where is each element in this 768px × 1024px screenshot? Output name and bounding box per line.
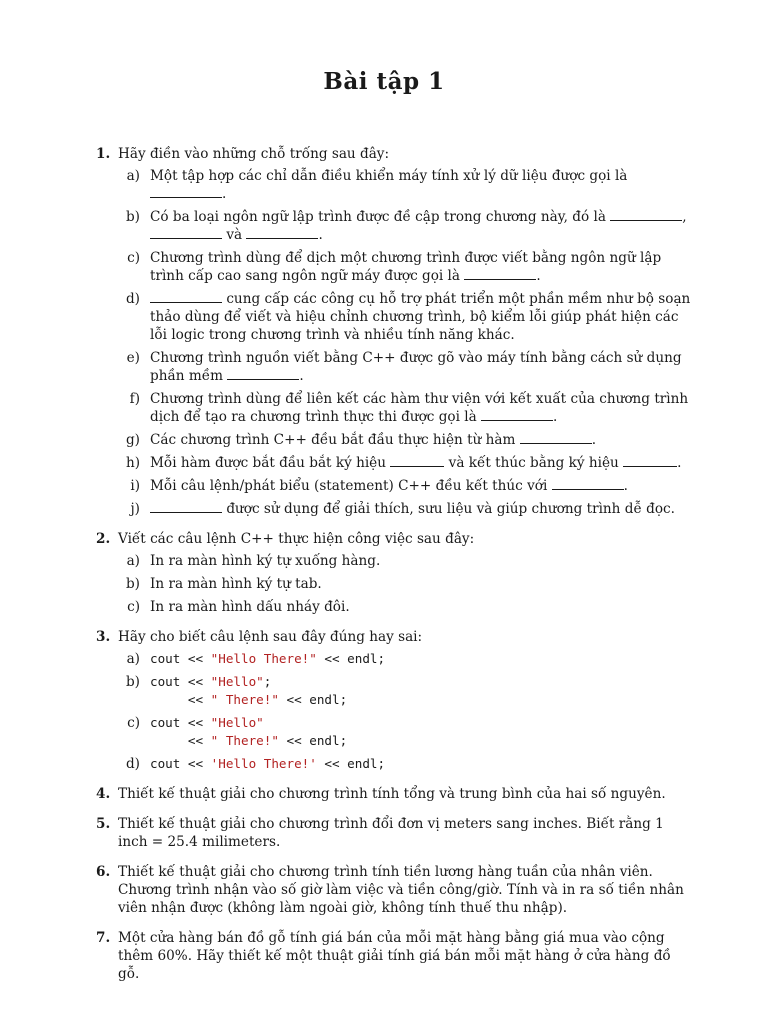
question-number: 5.	[96, 816, 111, 832]
sub-item-label: a)	[126, 168, 140, 184]
page-title: Bài tập 1	[323, 68, 445, 95]
fill-blank	[464, 267, 536, 280]
question-number: 2.	[96, 531, 111, 547]
code-text: <<	[150, 733, 211, 748]
code-text: cout <<	[150, 715, 211, 730]
sub-item-text: được sử dụng để giải thích, sưu liệu và giúp chương trình dễ đọc.	[222, 501, 675, 517]
sub-item-a	[118, 167, 696, 203]
sub-item-j	[118, 500, 696, 518]
code-string: 'Hello There!'	[210, 756, 317, 771]
sub-item-b	[118, 673, 696, 709]
question-number: 3.	[96, 629, 111, 645]
code-string: "Hello"	[210, 674, 264, 689]
question-7	[96, 929, 696, 983]
fill-blank	[150, 185, 222, 198]
question-text: Thiết kế thuật giải cho chương trình tính tiền lương hàng tuần của nhân viên. Chương trình nhận vào số giờ làm việc và tiền công/giờ. Tính và in ra số tiền nhân viên nhận được (không làm ngoài giờ, không tính thuế thu nhập).	[118, 864, 684, 916]
sub-item-d	[118, 290, 696, 344]
sub-item-label: b)	[125, 674, 140, 690]
code-string: " There!"	[210, 733, 279, 748]
question-number: 4.	[96, 786, 111, 802]
sub-item-label: a)	[126, 553, 140, 569]
sub-item-label: b)	[125, 576, 140, 592]
fill-blank	[227, 367, 299, 380]
sub-item-b	[118, 575, 696, 593]
sub-item-text: .	[222, 186, 227, 202]
code-line	[150, 732, 696, 750]
question-number: 7.	[96, 930, 111, 946]
sub-item-text: và kết thúc bằng ký hiệu	[444, 455, 624, 471]
sub-item-d	[118, 755, 696, 773]
code-text: <<	[150, 692, 211, 707]
sub-item-c	[118, 598, 696, 616]
sub-item-list	[118, 167, 696, 518]
sub-item-label: h)	[125, 455, 140, 471]
code-snippet	[150, 714, 696, 750]
sub-item-text: In ra màn hình dấu nháy đôi.	[150, 599, 350, 615]
sub-item-label: b)	[125, 209, 140, 225]
sub-item-label: c)	[127, 715, 140, 731]
sub-item-text: In ra màn hình ký tự xuống hàng.	[150, 553, 381, 569]
sub-item-label: i)	[130, 478, 140, 494]
code-text: cout <<	[150, 756, 211, 771]
sub-item-text: .	[677, 455, 682, 471]
sub-item-label: e)	[126, 350, 140, 366]
question-text: Thiết kế thuật giải cho chương trình tính tổng và trung bình của hai số nguyên.	[118, 786, 666, 802]
question-number: 6.	[96, 864, 111, 880]
code-snippet	[150, 651, 385, 666]
question-text: Viết các câu lệnh C++ thực hiện công việc sau đây:	[118, 531, 475, 547]
code-string: "Hello"	[210, 715, 264, 730]
fill-blank	[150, 500, 222, 513]
fill-blank	[390, 454, 444, 467]
question-text: Thiết kế thuật giải cho chương trình đổi đơn vị meters sang inches. Biết rằng 1 inch = 25.4 milimeters.	[118, 816, 664, 850]
sub-item-text: .	[299, 368, 304, 384]
sub-item-label: c)	[127, 599, 140, 615]
question-3	[96, 628, 696, 773]
code-text: << endl;	[316, 651, 386, 666]
code-text: << endl;	[316, 756, 386, 771]
sub-item-e	[118, 349, 696, 385]
sub-item-text: .	[591, 432, 597, 448]
sub-item-text: ,	[682, 209, 687, 225]
code-text: cout <<	[150, 674, 211, 689]
sub-item-text: cung cấp các công cụ hỗ trợ phát triển một phần mềm như bộ soạn thảo dùng để viết và hiệu chỉnh chương trình, bộ kiểm lỗi giúp phát hiện các lỗi logic trong chương trình và nhiều tính năng khác.	[150, 291, 691, 343]
sub-item-text: .	[318, 227, 323, 243]
sub-item-text: và	[222, 227, 247, 243]
fill-blank	[150, 226, 222, 239]
question-text: Hãy điền vào những chỗ trống sau đây:	[118, 146, 390, 162]
fill-blank	[520, 431, 592, 444]
sub-item-a	[118, 552, 696, 570]
code-text: << endl;	[278, 692, 348, 707]
code-text: cout <<	[150, 651, 211, 666]
sub-item-c	[118, 249, 696, 285]
sub-item-f	[118, 390, 696, 426]
sub-item-label: d)	[125, 291, 140, 307]
sub-item-label: g)	[125, 432, 140, 448]
code-line	[150, 691, 696, 709]
question-4	[96, 785, 696, 803]
code-snippet	[150, 673, 696, 709]
code-line	[150, 673, 696, 691]
fill-blank	[246, 226, 318, 239]
sub-item-text: Mỗi câu lệnh/phát biểu (statement) C++ đều kết thúc với	[150, 478, 552, 494]
fill-blank	[623, 454, 677, 467]
question-2	[96, 530, 696, 616]
sub-item-text: .	[553, 409, 558, 425]
sub-item-text: Chương trình dùng để dịch một chương trình được viết bằng ngôn ngữ lập trình cấp cao sang ngôn ngữ máy được gọi là	[150, 250, 662, 284]
sub-item-text: Chương trình nguồn viết bằng C++ được gõ vào máy tính bằng cách sử dụng phần mềm	[150, 350, 682, 384]
sub-item-text: .	[623, 478, 628, 494]
sub-item-label: d)	[125, 756, 140, 772]
exercise-list	[96, 145, 696, 995]
sub-item-text: Một tập hợp các chỉ dẫn điều khiển máy tính xử lý dữ liệu được gọi là	[150, 168, 628, 184]
code-line	[150, 714, 696, 732]
sub-item-text: Có ba loại ngôn ngữ lập trình được đề cập trong chương này, đó là	[150, 209, 611, 225]
sub-item-label: c)	[127, 250, 140, 266]
sub-item-text: Các chương trình C++ đều bắt đầu thực hiện từ hàm	[150, 432, 520, 448]
code-string: " There!"	[210, 692, 279, 707]
question-text: Hãy cho biết câu lệnh sau đây đúng hay sai:	[118, 629, 423, 645]
code-text: << endl;	[278, 733, 348, 748]
sub-item-text: Mỗi hàm được bắt đầu bắt ký hiệu	[150, 455, 391, 471]
sub-item-h	[118, 454, 696, 472]
sub-item-a	[118, 650, 696, 668]
sub-item-label: f)	[129, 391, 140, 407]
question-text: Một cửa hàng bán đồ gỗ tính giá bán của mỗi mặt hàng bằng giá mua vào cộng thêm 60%. Hãy thiết kế một thuật giải tính giá bán mỗi mặt hàng ở cửa hàng đồ gỗ.	[118, 930, 671, 982]
fill-blank	[150, 290, 222, 303]
sub-item-list	[118, 650, 696, 773]
question-number: 1.	[96, 146, 111, 162]
sub-item-text: In ra màn hình ký tự tab.	[150, 576, 322, 592]
sub-item-i	[118, 477, 696, 495]
sub-item-label: j)	[130, 501, 140, 517]
sub-item-list	[118, 552, 696, 616]
sub-item-text: Chương trình dùng để liên kết các hàm thư viện với kết xuất của chương trình dịch để tạo ra chương trình thực thi được gọi là	[150, 391, 689, 425]
sub-item-b	[118, 208, 696, 244]
code-text: ;	[263, 674, 272, 689]
fill-blank	[552, 477, 624, 490]
fill-blank	[610, 208, 682, 221]
sub-item-label: a)	[126, 651, 140, 667]
sub-item-g	[118, 431, 696, 449]
question-5	[96, 815, 696, 851]
question-1	[96, 145, 696, 518]
code-string: "Hello There!"	[210, 651, 317, 666]
question-6	[96, 863, 696, 917]
code-snippet	[150, 756, 385, 771]
fill-blank	[481, 408, 553, 421]
sub-item-text: .	[536, 268, 541, 284]
sub-item-c	[118, 714, 696, 750]
